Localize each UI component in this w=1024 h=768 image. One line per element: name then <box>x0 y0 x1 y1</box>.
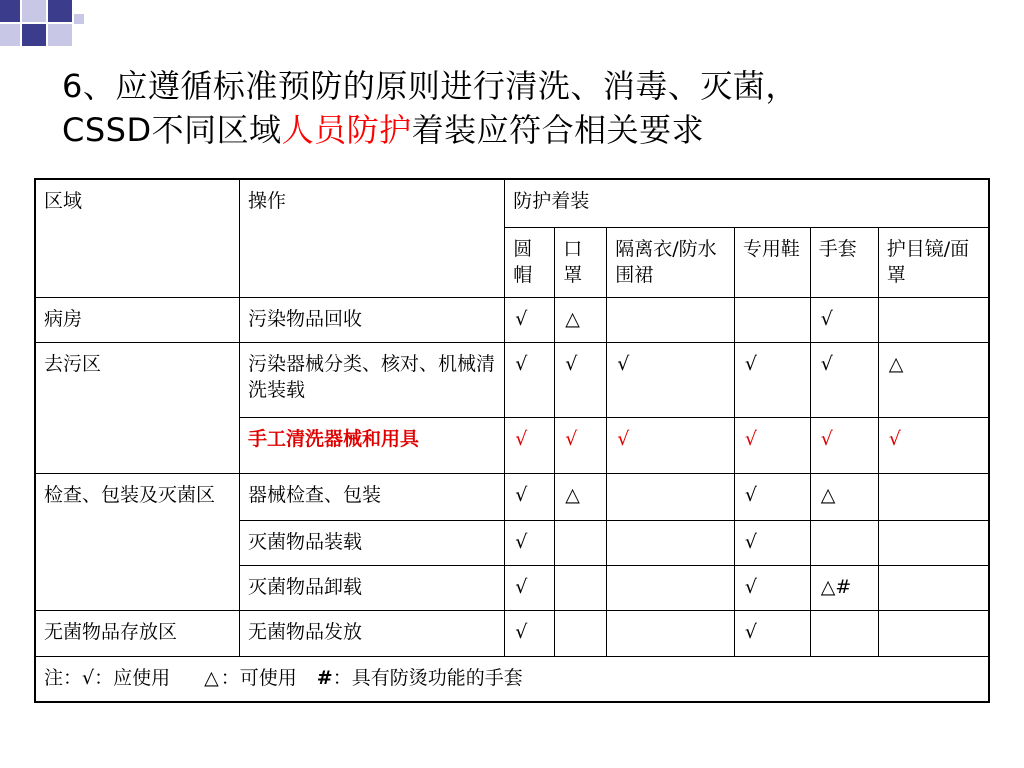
table-row <box>35 610 989 656</box>
mark-cell: △# <box>810 565 878 610</box>
mark-cell: △ <box>810 473 878 520</box>
mark-cell <box>878 610 989 656</box>
mark-cell: √ <box>505 297 555 342</box>
mark-cell: √ <box>734 342 810 417</box>
protection-table <box>34 178 990 703</box>
mark-cell: √ <box>505 610 555 656</box>
mark-cell: √ <box>810 297 878 342</box>
mark-cell: √ <box>505 565 555 610</box>
area-cell: 去污区 <box>35 342 240 473</box>
operation-cell: 器械检查、包装 <box>240 473 505 520</box>
slide-title <box>62 64 982 152</box>
mark-cell <box>810 610 878 656</box>
mark-cell <box>878 520 989 565</box>
mark-cell: √ <box>505 520 555 565</box>
note-check-text: ：应使用 <box>94 666 171 689</box>
mark-cell: √ <box>810 417 878 473</box>
table-row <box>35 342 989 417</box>
mark-cell <box>607 473 735 520</box>
mark-cell: √ <box>878 417 989 473</box>
corner-square-icon <box>0 0 20 22</box>
title-line-2-suffix: 着装应符合相关要求 <box>411 111 705 149</box>
mark-cell <box>878 565 989 610</box>
mark-cell: √ <box>505 417 555 473</box>
mark-cell <box>878 297 989 342</box>
note-prefix: 注： <box>44 666 83 689</box>
mark-cell <box>810 520 878 565</box>
title-line-2 <box>62 108 982 152</box>
mark-cell: √ <box>555 417 607 473</box>
mark-cell <box>878 473 989 520</box>
mark-cell: √ <box>734 520 810 565</box>
corner-square-icon <box>0 24 20 46</box>
legend-note <box>35 656 989 702</box>
table-row <box>35 297 989 342</box>
mark-cell: √ <box>505 342 555 417</box>
mark-cell: √ <box>607 342 735 417</box>
corner-square-icon <box>22 24 46 46</box>
operation-cell: 灭菌物品装载 <box>240 520 505 565</box>
corner-square-icon <box>48 24 72 46</box>
mark-cell: √ <box>810 342 878 417</box>
area-cell: 病房 <box>35 297 240 342</box>
mark-cell: √ <box>734 417 810 473</box>
header-row <box>35 179 989 227</box>
mark-cell <box>555 520 607 565</box>
corner-square-icon <box>22 0 46 22</box>
subheader-mask: 口罩 <box>555 227 607 297</box>
mark-cell: √ <box>734 610 810 656</box>
corner-square-icon <box>48 0 72 22</box>
note-row <box>35 656 989 702</box>
mark-cell: √ <box>734 565 810 610</box>
note-hash-symbol: # <box>316 666 333 689</box>
title-line-2-prefix: CSSD不同区域 <box>62 111 282 149</box>
mark-cell: √ <box>505 473 555 520</box>
mark-cell <box>734 297 810 342</box>
mark-cell <box>607 565 735 610</box>
note-hash-text: ：具有防烫功能的手套 <box>332 666 523 689</box>
note-triangle-text: ：可使用 <box>220 666 297 689</box>
subheader-gown: 隔离衣/防水围裙 <box>607 227 735 297</box>
mark-cell: √ <box>607 417 735 473</box>
operation-cell: 污染物品回收 <box>240 297 505 342</box>
mark-cell <box>607 520 735 565</box>
mark-cell: △ <box>878 342 989 417</box>
area-cell: 无菌物品存放区 <box>35 610 240 656</box>
subheader-cap: 圆帽 <box>505 227 555 297</box>
mark-cell <box>555 610 607 656</box>
mark-cell <box>607 610 735 656</box>
area-cell: 检查、包装及灭菌区 <box>35 473 240 610</box>
operation-cell: 污染器械分类、核对、机械清洗装载 <box>240 342 505 417</box>
title-line-1: 6、应遵循标准预防的原则进行清洗、消毒、灭菌， <box>62 67 798 105</box>
mark-cell <box>555 565 607 610</box>
note-triangle-symbol: △ <box>204 666 219 689</box>
mark-cell: √ <box>734 473 810 520</box>
mark-cell: △ <box>555 297 607 342</box>
operation-cell: 灭菌物品卸载 <box>240 565 505 610</box>
mark-cell <box>607 297 735 342</box>
mark-cell: △ <box>555 473 607 520</box>
corner-square-icon <box>74 14 84 24</box>
note-check-symbol: √ <box>82 666 95 689</box>
subheader-gloves: 手套 <box>810 227 878 297</box>
table-row <box>35 473 989 520</box>
operation-cell-highlight: 手工清洗器械和用具 <box>240 417 505 473</box>
subheader-shoes: 专用鞋 <box>734 227 810 297</box>
header-area: 区域 <box>35 179 240 297</box>
mark-cell: √ <box>555 342 607 417</box>
operation-cell: 无菌物品发放 <box>240 610 505 656</box>
subheader-goggles: 护目镜/面罩 <box>878 227 989 297</box>
header-operation: 操作 <box>240 179 505 297</box>
header-protection: 防护着装 <box>505 179 989 227</box>
title-highlight: 人员防护 <box>281 111 412 149</box>
corner-decoration <box>0 0 90 60</box>
